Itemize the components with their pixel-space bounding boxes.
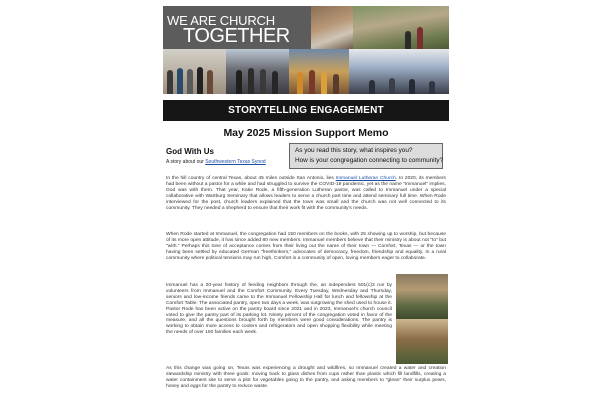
story-paragraph-4: As this change was going on, Texas was experiencing a drought and wildfires, so Immanuel created a water and creation stewardship ministry with three goals: moving back to glass dishes from cups rather than plastic which fill landfills, creating a water containment site to serve a plot for vegetables going to the pantry, and asking members to "glean" their surplus pears, honey and eggs for the pantry to reduce waste. bbox=[166, 366, 446, 389]
byline-prefix: A story about our bbox=[166, 159, 206, 165]
header-title-line2: TOGETHER bbox=[183, 25, 290, 47]
story-paragraph-1 bbox=[166, 176, 446, 211]
paragraph-1-text-b: . In 2020, its members had been without a pastor for a while and had struggled to survive the COVID-19 pandemic, yet as the name "Immanuel" implies, God was with them. That year, Katie Rode, a fifth-generation Lutheran pastor, was called to Immanuel under a special collaborative with Wartburg Seminary that allows leaders to serve a church part time and attend seminary full time. When Rode interviewed for the post, church leaders explained that the town was small and the church was not well connected to its community. They needed a shepherd to ensure that their work fit with the community's needs. bbox=[166, 176, 446, 211]
section-title: God With Us bbox=[166, 147, 214, 156]
paragraph-1-text-a: In the hill country of central Texas, about 45 miles outside San Antonio, lies bbox=[166, 176, 336, 181]
header-photo-worship bbox=[349, 49, 449, 94]
storytelling-band bbox=[163, 100, 449, 121]
reflection-questions-box bbox=[289, 143, 443, 169]
header-title-block bbox=[163, 6, 311, 49]
pantry-photo-volunteers bbox=[396, 319, 448, 364]
band-title: STORYTELLING ENGAGEMENT bbox=[228, 105, 384, 116]
header-banner bbox=[163, 6, 449, 94]
pantry-photos bbox=[396, 274, 448, 364]
story-paragraph-2: When Rode started at Immanuel, the congregation had 150 members on the books, with 25 showing up to worship, but because of its more open attitude, it has since added 80 new members. Immanuel members believe that their ministry is about not "to" but "with." Perhaps this tone of acceptance comes from their living out the name of their town — Comfort, Texas — or the town having been settled by educated German "freethinkers," advocates of democracy, freedom, friendship and equality. In a rural community where political tensions may run high, Comfort is a community of open, loving members eager to collaborate. bbox=[166, 232, 446, 261]
header-title-line1: WE ARE CHURCH bbox=[167, 13, 275, 28]
pantry-photo-garden bbox=[396, 274, 448, 319]
header-photo-gardening bbox=[353, 6, 449, 49]
story-byline bbox=[166, 159, 266, 165]
header-photo-group bbox=[163, 49, 226, 94]
header-photo-volunteers bbox=[289, 49, 349, 94]
question-inspires: As you read this story, what inspires you? bbox=[295, 147, 413, 154]
memo-title: May 2025 Mission Support Memo bbox=[223, 127, 389, 139]
immanuel-church-link[interactable]: Immanuel Lutheran Church bbox=[335, 176, 396, 181]
synod-link[interactable]: Southwestern Texas Synod bbox=[205, 159, 266, 165]
question-connecting: How is your congregation connecting to community? bbox=[295, 157, 444, 164]
story-paragraph-3: Immanuel has a 20-year history of feeding neighbors through the, an independent 501(c)3 run by volunteers from Immanuel and the Comfort Community. Every Tuesday, Wednesday and Thursday, seniors and low-income friends came to the Immanuel Fellowship Hall for lunch and fellowship at the Comfort Table. The associated pantry, open two days a week, was outgrowing the shed used to house it. Pastor Rode has been active on the pantry board since 2021 and in 2023, Immanuel's church council voted to give the pantry part of its parking lot. Ninety percent of the congregation voted in favor of the measure, and all the questions brought forth by members were good considerations. The pantry is working to obtain more access to coolers and refrigerators and open shopping flexibility while meeting the needs of over 150 families each week. bbox=[166, 283, 392, 336]
header-photo-church-building bbox=[226, 49, 289, 94]
newsletter-page bbox=[163, 6, 449, 400]
header-photo-meeting bbox=[311, 6, 353, 49]
